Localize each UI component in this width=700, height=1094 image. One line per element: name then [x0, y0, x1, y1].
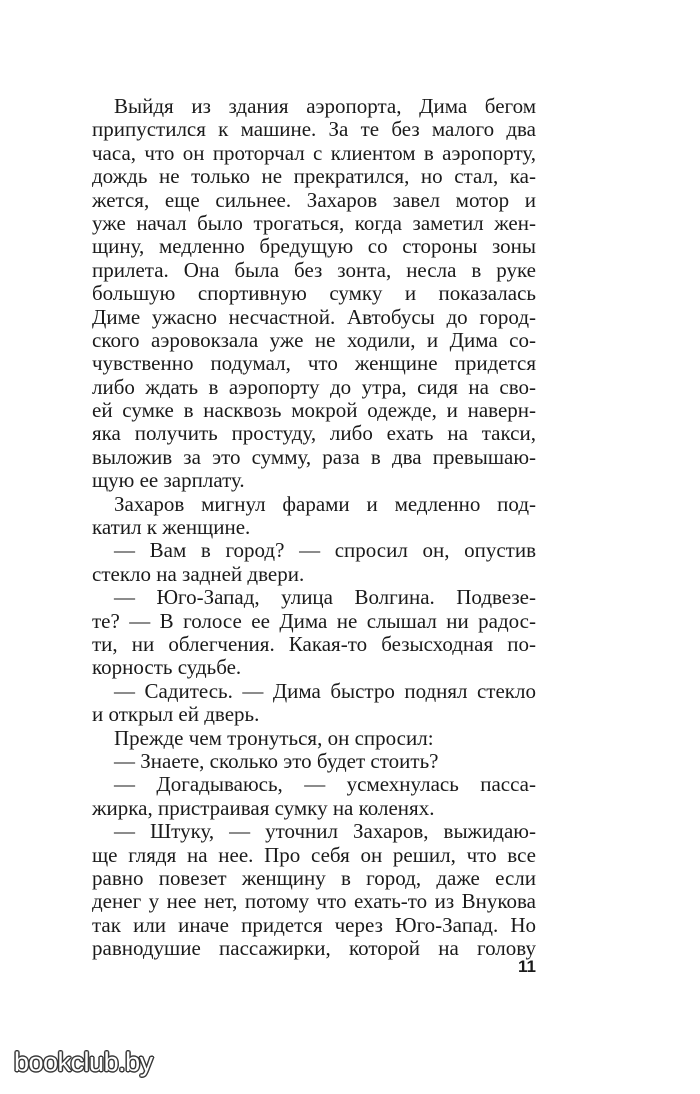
- text-line: так или иначе придется через Юго-Запад. Но: [92, 912, 536, 937]
- text-line: прилета. Она была без зонта, несла в руке: [92, 257, 536, 282]
- text-line: Диме ужасно несчастной. Автобусы до город-: [92, 304, 536, 329]
- text-line: те? — В голосе ее Дима не слышал ни радос-: [92, 608, 536, 633]
- watermark-logo: bookclub.by: [14, 1047, 153, 1077]
- text-line: катил к женщине.: [92, 515, 251, 540]
- text-line: жирка, пристраивая сумку на коленях.: [92, 795, 435, 820]
- text-line: большую спортивную сумку и показалась: [92, 281, 536, 306]
- text-line: часа, что он проторчал с клиентом в аэропорту,: [92, 140, 536, 165]
- text-line: — Догадываюсь, — усмехнулась пасса-: [114, 772, 536, 797]
- text-line: чувственно подумал, что женщине придется: [92, 351, 536, 376]
- text-line: равнодушие пассажирки, которой на голову: [92, 936, 536, 961]
- text-line: равно повезет женщину в город, даже если: [92, 865, 536, 890]
- text-line: припустился к машине. За те без малого два: [92, 117, 536, 142]
- text-line: ще глядя на нее. Про себя он решил, что все: [92, 842, 536, 867]
- page-number: 11: [518, 957, 536, 976]
- text-line: либо ждать в аэропорту до утра, сидя на сво-: [92, 374, 536, 399]
- text-line: ти, ни облегчения. Какая-то безысходная по-: [92, 631, 536, 656]
- text-line: ей сумке в насквозь мокрой одежде, и наверн-: [92, 398, 536, 423]
- text-line: Захаров мигнул фарами и медленно под-: [114, 491, 536, 516]
- text-line: уже начал было трогаться, когда заметил жен-: [92, 210, 536, 235]
- text-line: выложив за это сумму, раза в два превышаю-: [92, 444, 536, 469]
- text-line: щую ее зарплату.: [92, 468, 245, 493]
- text-line: — Штуку, — уточнил Захаров, выжидаю-: [114, 819, 536, 844]
- text-line: и открыл ей дверь.: [92, 702, 260, 727]
- text-line: денег у нее нет, потому что ехать-то из Внукова: [92, 889, 536, 914]
- text-line: дождь не только не прекратился, но стал, ка-: [92, 164, 536, 189]
- text-line: — Знаете, сколько это будет стоить?: [114, 748, 439, 773]
- text-line: — Юго-Запад, улица Волгина. Подвезе-: [114, 585, 536, 610]
- book-page-text: [92, 95, 536, 960]
- text-line: жется, еще сильнее. Захаров завел мотор и: [92, 187, 536, 212]
- text-line: корность судьбе.: [92, 655, 242, 680]
- text-line: щину, медленно бредущую со стороны зоны: [92, 234, 536, 259]
- text-line: ского аэровокзала уже не ходили, и Дима со-: [92, 327, 536, 352]
- text-line: стекло на задней двери.: [92, 561, 305, 586]
- text-line: Прежде чем тронуться, он спросил:: [114, 725, 434, 750]
- text-line: Выйдя из здания аэропорта, Дима бегом: [114, 94, 536, 118]
- text-line: яка получить простуду, либо ехать на такси,: [92, 421, 536, 446]
- text-line: — Садитесь. — Дима быстро поднял стекло: [114, 678, 536, 703]
- text-line: — Вам в город? — спросил он, опустив: [114, 538, 536, 563]
